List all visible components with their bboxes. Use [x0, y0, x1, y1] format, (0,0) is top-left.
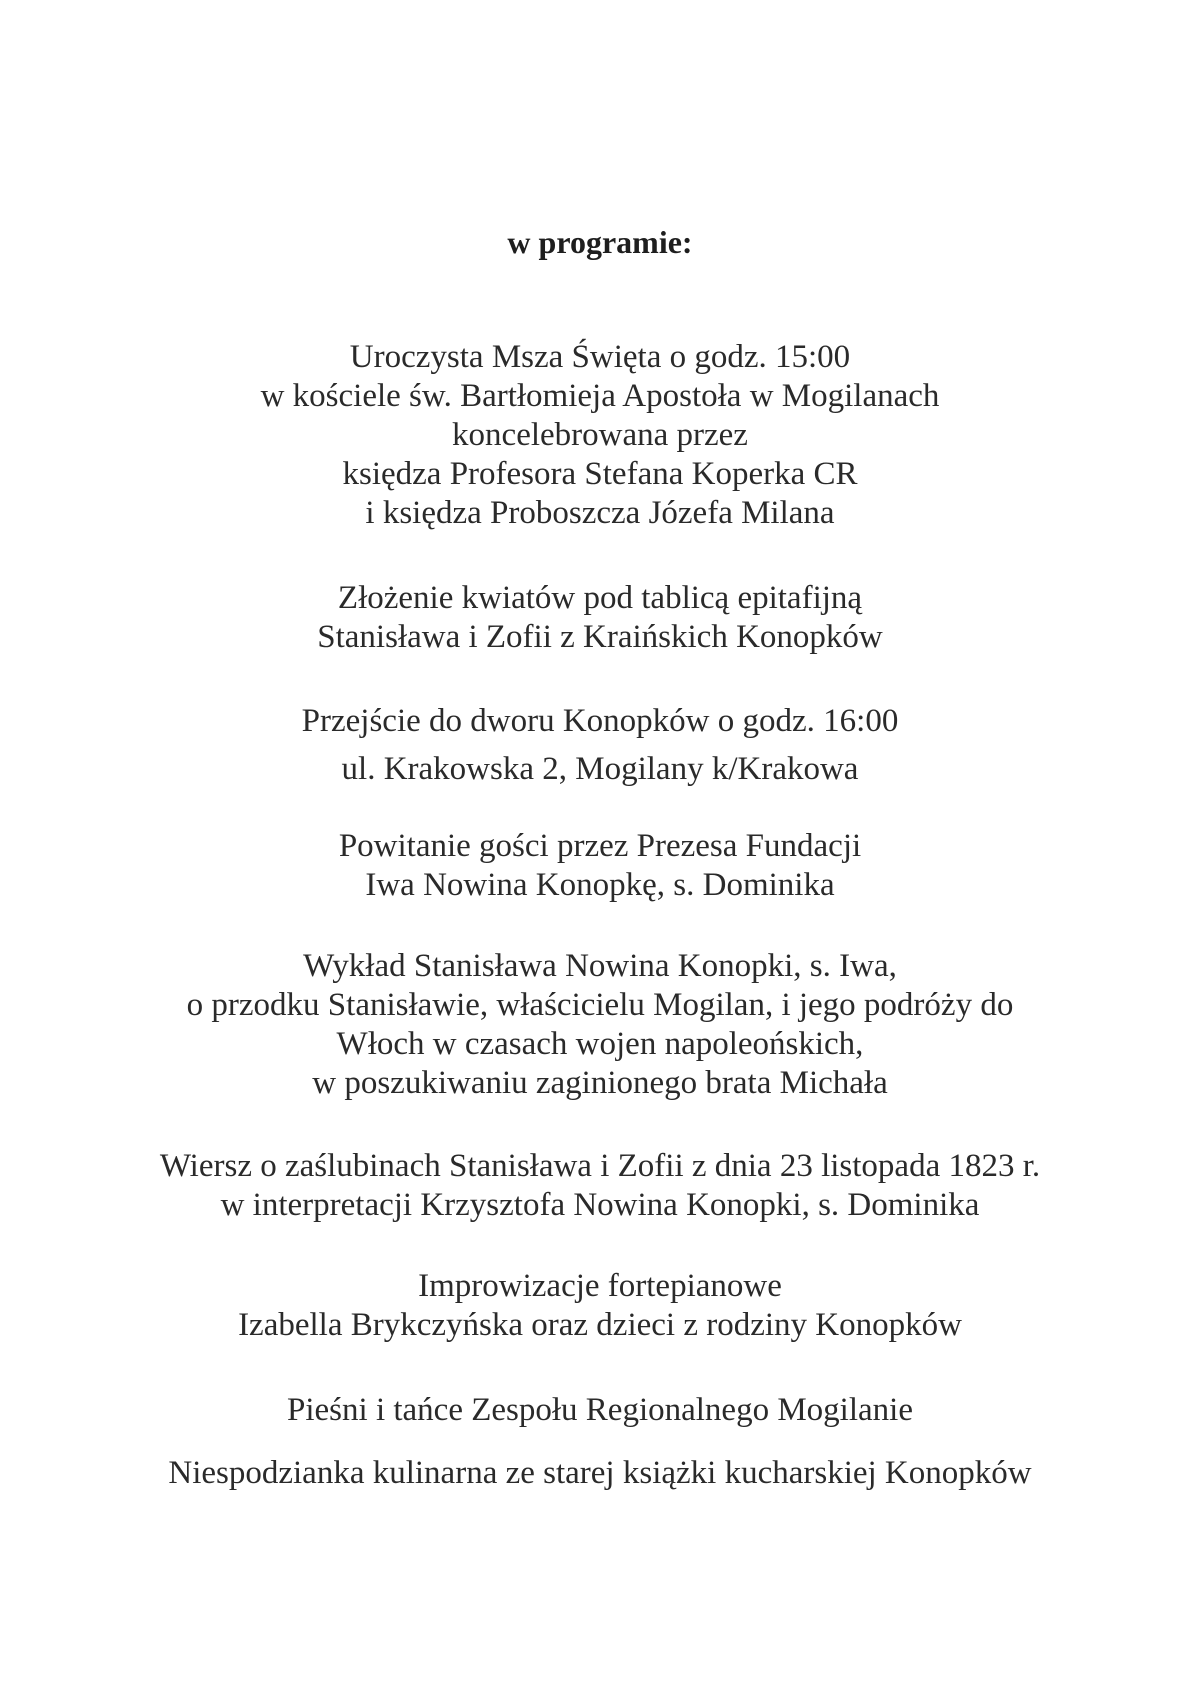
program-line: w kościele św. Bartłomieja Apostoła w Mogilanach	[260, 378, 940, 414]
program-line: Improwizacje fortepianowe	[418, 1268, 782, 1304]
program-line: Niespodzianka kulinarna ze starej książki kucharskiej Konopków	[168, 1455, 1032, 1491]
program-line: Pieśni i tańce Zespołu Regionalnego Mogilanie	[287, 1392, 913, 1428]
program-line: w poszukiwaniu zaginionego brata Michała	[312, 1065, 888, 1101]
program-line: Stanisława i Zofii z Kraińskich Konopków	[317, 619, 883, 655]
program-line: i księdza Proboszcza Józefa Milana	[365, 495, 835, 531]
program-line: Przejście do dworu Konopków o godz. 16:00	[301, 703, 899, 739]
program-line: Złożenie kwiatów pod tablicą epitafijną	[337, 580, 863, 616]
program-line: ul. Krakowska 2, Mogilany k/Krakowa	[341, 751, 859, 787]
program-line: Uroczysta Msza Święta o godz. 15:00	[349, 339, 851, 375]
program-line: Izabella Brykczyńska oraz dzieci z rodziny Konopków	[238, 1307, 962, 1343]
program-line: Wykład Stanisława Nowina Konopki, s. Iwa,	[303, 948, 897, 984]
program-line: księdza Profesora Stefana Koperka CR	[342, 456, 858, 492]
program-line: Wiersz o zaślubinach Stanisława i Zofii z dnia 23 listopada 1823 r.	[159, 1148, 1041, 1184]
program-heading: w programie:	[507, 224, 693, 260]
program-line: w interpretacji Krzysztofa Nowina Konopki, s. Dominika	[220, 1187, 980, 1223]
program-line: Powitanie gości przez Prezesa Fundacji	[338, 828, 862, 864]
program-line: koncelebrowana przez	[452, 417, 748, 453]
program-line: Włoch w czasach wojen napoleońskich,	[336, 1026, 864, 1062]
program-line: Iwa Nowina Konopkę, s. Dominika	[365, 867, 835, 903]
program-line: o przodku Stanisławie, właścicielu Mogilan, i jego podróży do	[186, 987, 1014, 1023]
